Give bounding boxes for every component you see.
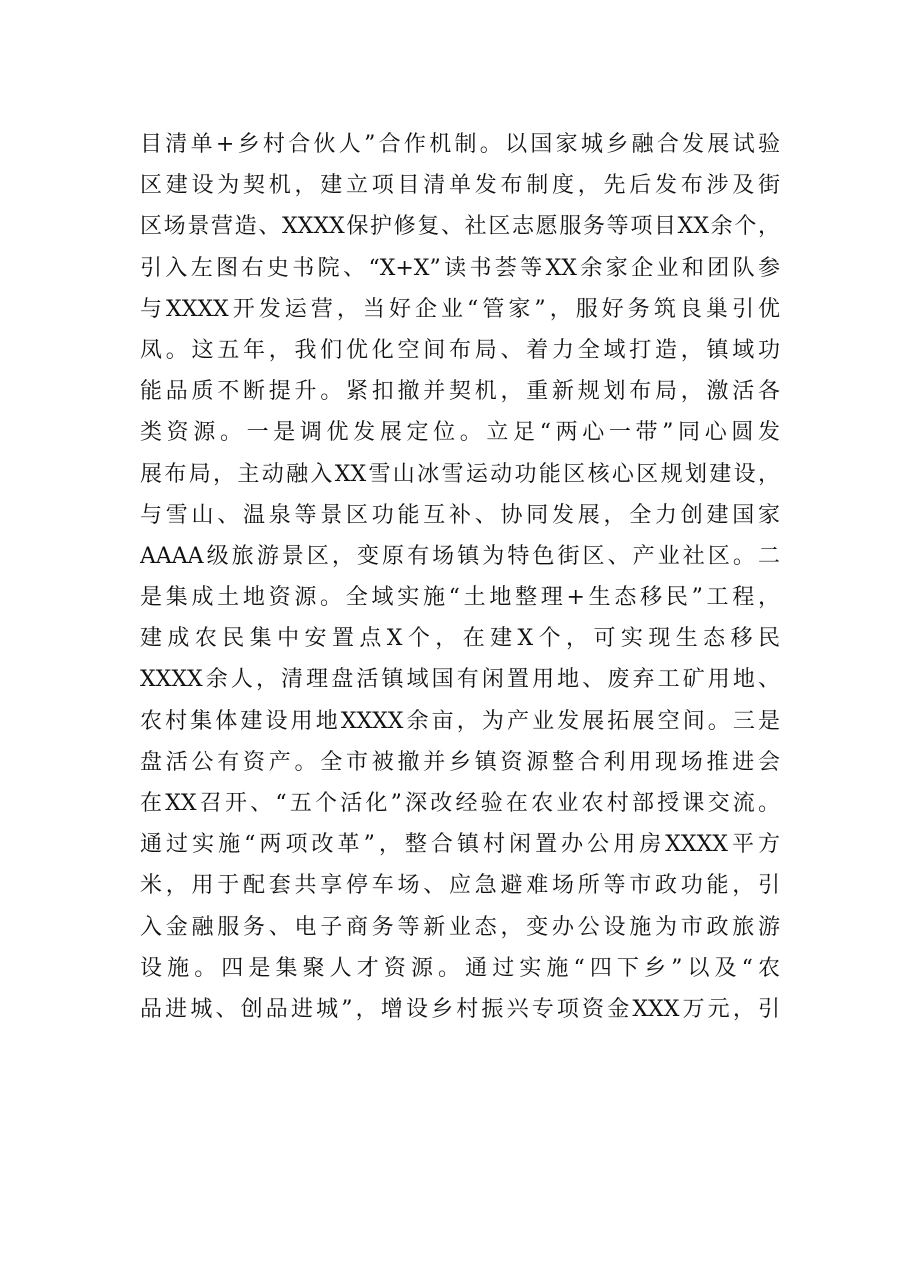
text-line-19: 米，用于配套共享停车场、应急避难场所等市政功能，引 — [140, 873, 780, 899]
text-line-16: 盘活公有资产。全市被撤并乡镇资源整合利用现场推进会 — [140, 749, 780, 775]
text-line-15: 农村集体建设用地XXXX余亩，为产业发展拓展空间。三是 — [140, 708, 780, 734]
text-line-4: 引入左图右史书院、“X+X”读书荟等XX余家企业和团队参 — [140, 255, 780, 281]
text-line-14: XXXX余人，清理盘活镇域国有闲置用地、废弃工矿用地、 — [140, 667, 780, 693]
text-line-10: 与雪山、温泉等景区功能互补、协同发展，全力创建国家 — [140, 502, 780, 528]
text-line-3: 区场景营造、XXXX保护修复、社区志愿服务等项目XX余个， — [140, 214, 780, 240]
text-line-20: 入金融服务、电子商务等新业态，变办公设施为市政旅游 — [140, 914, 780, 940]
text-line-8: 类资源。一是调优发展定位。立足“两心一带”同心圆发 — [140, 420, 780, 446]
text-line-2: 区建设为契机，建立项目清单发布制度，先后发布涉及街 — [140, 173, 780, 199]
text-line-13: 建成农民集中安置点X个，在建X个，可实现生态移民 — [140, 626, 780, 652]
text-line-22: 品进城、创品进城”，增设乡村振兴专项资金XXX万元，引 — [140, 996, 780, 1022]
text-line-12: 是集成土地资源。全域实施“土地整理+生态移民”工程， — [140, 585, 780, 611]
text-line-17: 在XX召开、“五个活化”深改经验在农业农村部授课交流。 — [140, 791, 780, 816]
text-line-18: 通过实施“两项改革”，整合镇村闲置办公用房XXXX平方 — [140, 832, 780, 858]
text-line-21: 设施。四是集聚人才资源。通过实施“四下乡”以及“农 — [140, 955, 780, 981]
text-line-9: 展布局，主动融入XX雪山冰雪运动功能区核心区规划建设， — [140, 461, 780, 487]
text-line-1: 目清单+乡村合伙人”合作机制。以国家城乡融合发展试验 — [140, 132, 780, 157]
body-text — [140, 124, 780, 1030]
text-line-11: AAAA级旅游景区，变原有场镇为特色街区、产业社区。二 — [140, 543, 780, 569]
text-line-7: 能品质不断提升。紧扣撤并契机，重新规划布局，激活各 — [140, 379, 780, 405]
text-line-6: 凤。这五年，我们优化空间布局、着力全域打造，镇域功 — [140, 337, 780, 363]
text-line-5: 与XXXX开发运营，当好企业“管家”，服好务筑良巢引优 — [140, 296, 780, 322]
